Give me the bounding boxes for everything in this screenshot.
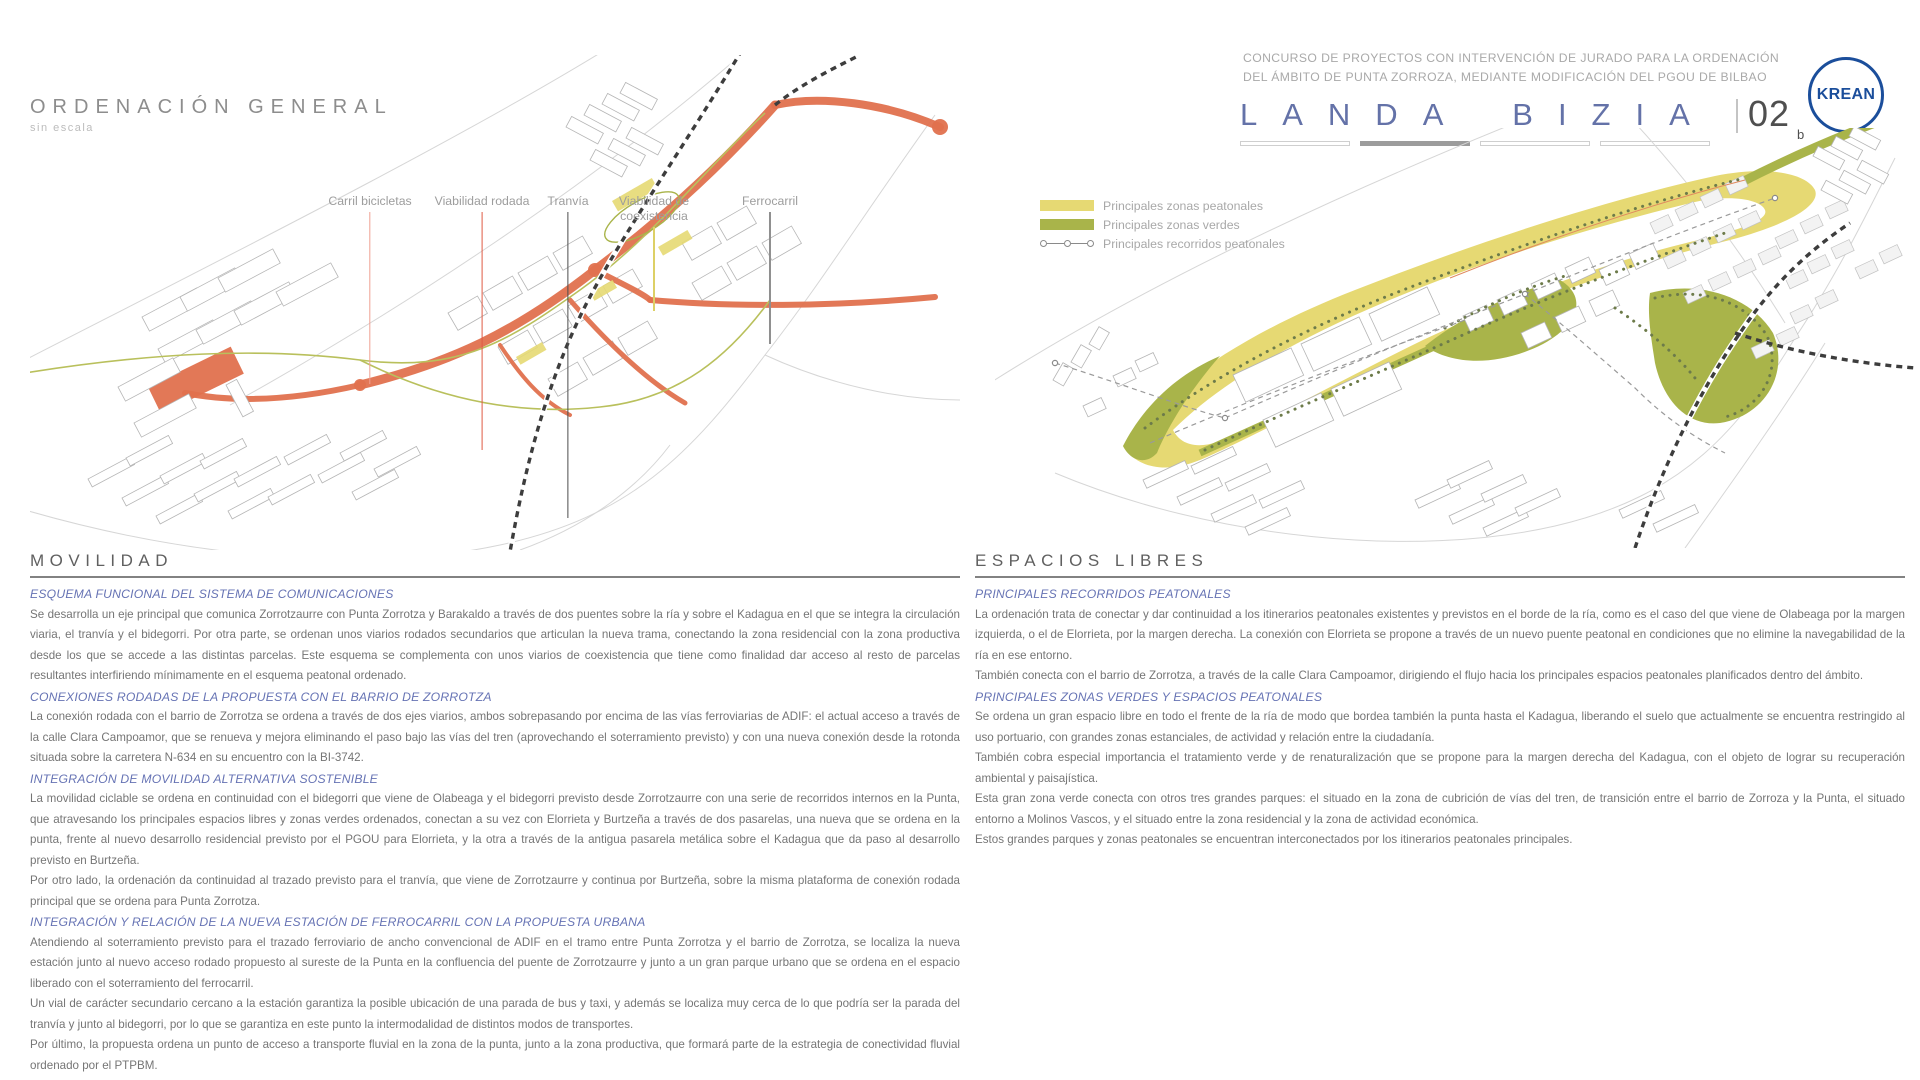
- statement-line: DEL ÁMBITO DE PUNTA ZORROZA, MEDIANTE MODIFICACIÓN DEL PGOU DE BILBAO: [1243, 69, 1767, 84]
- krean-logo-text: KREAN: [1816, 86, 1876, 103]
- subsection-heading: PRINCIPALES RECORRIDOS PEATONALES: [975, 587, 1231, 601]
- body-paragraph: Se desarrolla un eje principal que comunica Zorrotzaurre con Punta Zorrotza y Barakaldo a través de dos puentes sobre la ría y sobre el Kadagua en el que se integra la circulación viaria, el tranvía y el bidegorri. Por otra parte, se ordenan unos viarios rodados secundarios que articulan la nueva trama, conectando la zona residencial con la zona productiva desde los que se accede a las distintas parcelas. Este esquema se complementa con unos viarios de coexistencia que tiene como finalidad dar acceso al resto de parcelas resultantes interfiriendo mínimamente en el esquema peatonal ordenado.: [30, 607, 960, 682]
- page-subtitle: sin escala: [30, 122, 94, 134]
- route-segment: [1047, 243, 1064, 244]
- legend-label: Tranvía: [547, 194, 589, 208]
- legend-item: [328, 194, 411, 384]
- section-heading: MOVILIDAD: [30, 551, 960, 578]
- legend-leader-line: [481, 212, 482, 450]
- movilidad-section: [30, 551, 960, 1076]
- legend-leader-line: [653, 227, 654, 311]
- page-title: ORDENACIÓN GENERAL: [30, 96, 393, 118]
- route-node-icon: [1064, 240, 1071, 247]
- legend-item: [435, 194, 530, 450]
- section-heading: ESPACIOS LIBRES: [975, 551, 1905, 578]
- legend-leader-line: [769, 212, 770, 344]
- legend-label: Viabilidad rodada: [434, 194, 530, 208]
- legend-item: [547, 194, 588, 518]
- sheet-suffix: b: [1797, 127, 1805, 142]
- body-paragraph: Estos grandes parques y zonas peatonales se encuentran interconectados por los itinerarios peatonales principales.: [975, 833, 1573, 846]
- legend-label: Carril bicicletas: [328, 194, 412, 208]
- legend-leader-line: [369, 212, 370, 384]
- body-paragraph: Atendiendo al soterramiento previsto para el trazado ferroviario de ancho convencional de ADIF en el tramo entre Punta Zorrotza y el barrio de Zorrotza, se localiza la nueva estación junto al nuevo acceso rodado propuesto al sureste de la Punta en la confluencia del puente de Zorrotzaurre y junto a un gran parque urbano que se ordena en el espacio liberado con el soterramiento del ferrocarril.: [30, 935, 960, 990]
- body-paragraph: La conexión rodada con el barrio de Zorrotza se ordena a través de dos ejes viarios, ambos sobrepasando por encima de las vías ferroviarias de ADIF: el actual acceso a través de la calle Clara Campoamor, que se renueva y mejora eliminando el paso bajo las vías del tren (aprovechando el soterramiento previsto) y con una nueva conexión desde la rotonda situada sobre la carretera N-634 en su encuentro con la BI-3742.: [30, 710, 960, 764]
- competition-statement: [1243, 49, 1818, 86]
- body-paragraph: Se ordena un gran espacio libre en todo el frente de la ría de modo que bordea también la punta hasta el Kadagua, liberando el suelo que actualmente se encuentra restringido al uso portuario, con grandes zonas estanciales, de actividad y relación entre la ciudadanía.: [975, 710, 1905, 744]
- legend-label: Ferrocarril: [741, 194, 799, 208]
- krean-logo: [1808, 57, 1884, 133]
- subsection-heading: CONEXIONES RODADAS DE LA PROPUESTA CON EL BARRIO DE ZORROTZA: [30, 689, 492, 704]
- subsection-heading: ESQUEMA FUNCIONAL DEL SISTEMA DE COMUNICACIONES: [30, 587, 394, 601]
- body-paragraph: También conecta con el barrio de Zorrotza, a través de la calle Clara Campoamor, dirigiendo el flujo hacia los principales espacios peatonales planificados dentro del ámbito.: [975, 669, 1864, 682]
- sheet-number: 02: [1748, 93, 1791, 134]
- legend-item: [1040, 234, 1285, 253]
- legend-label: Viabilidad de coexistencia: [618, 194, 690, 223]
- legend-label: Principales recorridos peatonales: [1103, 236, 1285, 251]
- body-paragraph: Esta gran zona verde conecta con otros tres grandes parques: el situado en la zona de cubrición de vías del tren, de transición entre el barrio de Zorroza y la Punta, el situado entorno a Molinos Vascos, y el situado entre la zona residencial y la zona de actividad económica.: [975, 792, 1905, 826]
- legend-item: [1040, 196, 1285, 215]
- espacios-text-blocks: [975, 578, 1905, 851]
- body-paragraph: La movilidad ciclable se ordena en continuidad con el bidegorri que viene de Olabeaga y el bidegorri previsto desde Zorrotzaurre con una serie de recorridos internos en la Punta, que atravesando los principales espacios libres y zonas verdes ordenados, conectan a su vez con Elorrieta y Burtzeña a través de dos pasarelas, una nueva que se ordena en la punta, frente al nuevo desarrollo residencial previsto por el PGOU para Elorrieta, y la otra a través de la antigua pasarela metálica sobre el Kadagua que da paso al desarrollo previsto en Burtzeña.: [30, 792, 960, 867]
- subsection-heading: INTEGRACIÓN DE MOVILIDAD ALTERNATIVA SOSTENIBLE: [30, 771, 379, 786]
- route-node-icon: [1040, 240, 1047, 247]
- subsection-heading: PRINCIPALES ZONAS VERDES Y ESPACIOS PEATONALES: [975, 689, 1323, 704]
- body-paragraph: Un vial de carácter secundario cercano a la estación garantiza la posible ubicación de una parada de bus y taxi, y además se localiza muy cerca de lo que podría ser la parada del tranvía y junto al bidegorri, por lo que se garantiza en este punto la intermodalidad de distintos modos de transportes.: [30, 997, 960, 1031]
- open-spaces-map-drawing: [995, 128, 1920, 548]
- body-paragraph: Por otro lado, la ordenación da continuidad al trazado previsto para el tranvía, que viene de Zorrotzaurre y continua por Burtzeña, sobre la misma plataforma de conexión rodada principal que se ordena para Punta Zorrotza.: [30, 874, 960, 908]
- legend-label: Principales zonas peatonales: [1103, 198, 1263, 213]
- legend-item: [742, 194, 798, 344]
- route-node-icon: [1087, 240, 1094, 247]
- body-paragraph: La ordenación trata de conectar y dar continuidad a los itinerarios peatonales existentes y previstos en el borde de la ría, como es el caso del que viene de Olabeaga por la margen izquierda, o el de Elorrieta, por la margen derecha. La conexión con Elorrieta se propone a través de un nuevo puente peatonal en condiciones que no elimine la navegabilidad de la ría en ese entorno.: [975, 607, 1905, 662]
- right-map-legend: [1040, 196, 1285, 253]
- route-segment: [1071, 243, 1088, 244]
- legend-item: [606, 194, 702, 311]
- body-paragraph: También cobra especial importancia el tratamiento verde y de renaturalización que se propone para la margen derecha del Kadagua, con el objeto de lograr su recuperación ambiental y paisajística.: [975, 751, 1905, 785]
- legend-leader-line: [567, 212, 568, 518]
- legend-label: Principales zonas verdes: [1103, 217, 1240, 232]
- statement-line: CONCURSO DE PROYECTOS CON INTERVENCIÓN DE JURADO PARA LA ORDENACIÓN: [1243, 51, 1780, 65]
- body-paragraph: Por último, la propuesta ordena un punto de acceso a transporte fluvial en la zona de la punta, junto a la zona productiva, que formará parte de la estrategia de conectividad fluvial ordenado por el PTPBM.: [30, 1038, 960, 1072]
- legend-swatch: [1040, 200, 1094, 211]
- movilidad-text-blocks: [30, 578, 960, 1076]
- legend-item: [1040, 215, 1285, 234]
- legend-swatch: [1040, 219, 1094, 230]
- open-spaces-map: [995, 128, 1920, 548]
- espacios-libres-section: [975, 551, 1905, 851]
- project-title: LANDA BIZIA: [1240, 97, 1715, 132]
- route-symbol-icon: [1040, 240, 1094, 247]
- subsection-heading: INTEGRACIÓN Y RELACIÓN DE LA NUEVA ESTACIÓN DE FERROCARRIL CON LA PROPUESTA URBANA: [30, 915, 646, 929]
- mobility-map: [30, 55, 960, 550]
